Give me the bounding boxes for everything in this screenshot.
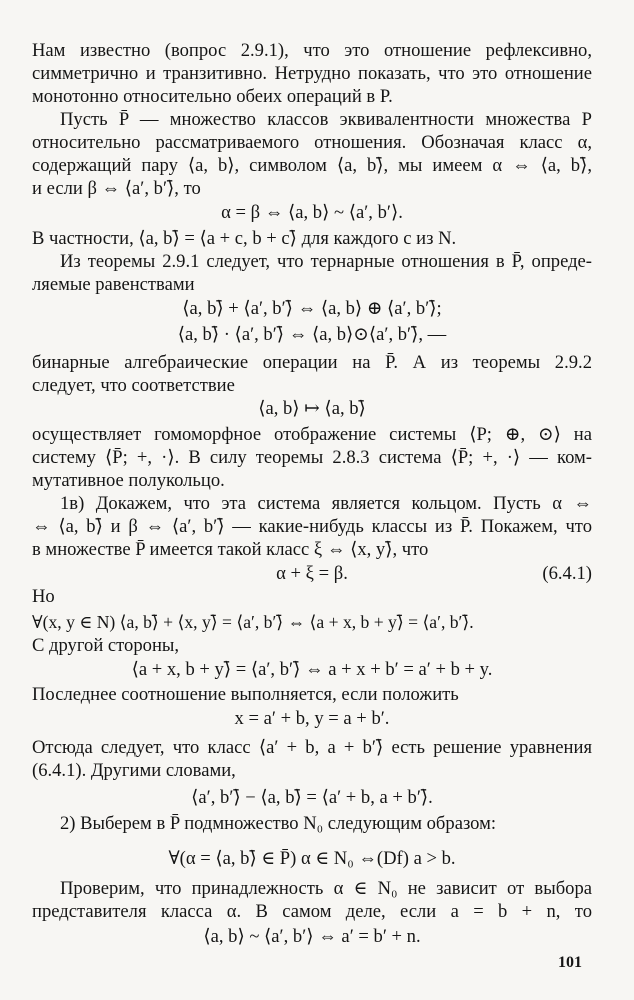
text-line: симметрично и транзитивно. Нетрудно показать, что это отношение [32, 63, 592, 84]
page-number: 101 [558, 954, 582, 971]
text-line: С другой стороны, [32, 635, 180, 656]
text-line: Пусть P̄ — множество классов эквивалентности множества P [60, 109, 592, 130]
text-line: Последнее соотношение выполняется, если положить [32, 684, 459, 705]
text-line: ⇔ ⟨a, b⟩̄ и β ⇔ ⟨a′, b′⟩̄ — какие-нибудь классы из P̄. Покажем, что [32, 516, 592, 537]
formula-text: α + ξ = β. [276, 563, 348, 584]
equation-6-4-1 [32, 563, 592, 585]
text-line: мутативное полукольцо. [32, 470, 225, 491]
formula-line: ∀(x, y ∈ N) ⟨a, b⟩̄ + ⟨x, y⟩̄ = ⟨a′, b′⟩̄ ⇔ ⟨a + x, b + y⟩̄ = ⟨a′, b′⟩̄. [32, 612, 474, 632]
text-line: следует, что соответствие [32, 375, 235, 396]
text-line: Отсюда следует, что класс ⟨a′ + b, a + b′⟩̄ есть решение уравнения [32, 737, 592, 758]
text-line: В частности, ⟨a, b⟩̄ = ⟨a + c, b + c⟩̄ для каждого c из N. [32, 228, 457, 249]
formula-line: x = a′ + b, y = a + b′. [234, 708, 390, 729]
text-line: 2) Выберем в P̄ подмножество N₀ следующим образом: [60, 813, 497, 834]
text-line: в множестве P̄ имеется такой класс ξ ⇔ ⟨x, y⟩̄, что [32, 539, 429, 560]
text-line: Из теоремы 2.9.1 следует, что тернарные отношения в P̄, опреде- [60, 251, 592, 272]
text-line: и если β ⇔ ⟨a′, b′⟩̄, то [32, 178, 201, 199]
text-line: относительно рассматриваемого отношения. Обозначая класс α, [32, 132, 592, 153]
text-line: Нам известно (вопрос 2.9.1), что это отношение рефлексивно, [32, 40, 592, 61]
formula-line: ⟨a′, b′⟩̄ − ⟨a, b⟩̄ = ⟨a′ + b, a + b′⟩̄. [191, 787, 433, 808]
text-line: систему ⟨P̄; +, ·⟩. В силу теоремы 2.8.3 система ⟨P̄; +, ·⟩ — ком- [32, 447, 592, 468]
text-line: Проверим, что принадлежность α ∈ N₀ не зависит от выбора [60, 878, 592, 899]
text-line: (6.4.1). Другими словами, [32, 760, 236, 781]
formula-line: ⟨a, b⟩ ↦ ⟨a, b⟩̄ [258, 398, 366, 419]
text-line: осуществляет гомоморфное отображение системы ⟨P; ⊕, ⊙⟩ на [32, 424, 592, 445]
text-line: Но [32, 586, 55, 607]
formula-line: ⟨a + x, b + y⟩̄ = ⟨a′, b′⟩̄ ⇔ a + x + b′ = a′ + b + y. [131, 659, 493, 680]
text-line: бинарные алгебраические операции на P̄. А из теоремы 2.9.2 [32, 352, 592, 373]
formula-line: ∀(α = ⟨a, b⟩̄ ∈ P̄) α ∈ N₀ ⇔(Df) a > b. [168, 848, 456, 869]
text-line: содержащий пару ⟨a, b⟩, символом ⟨a, b⟩̄, мы имеем α ⇔ ⟨a, b⟩̄, [32, 155, 592, 176]
equation-number: (6.4.1) [542, 563, 592, 584]
text-line: ляемые равенствами [32, 274, 195, 295]
formula-line: ⟨a, b⟩̄ · ⟨a′, b′⟩̄ ⇔ ⟨a, b⟩⊙⟨a′, b′⟩̄, — [177, 324, 447, 345]
formula-line: ⟨a, b⟩̄ + ⟨a′, b′⟩̄ ⇔ ⟨a, b⟩ ⊕ ⟨a′, b′⟩̄; [182, 298, 442, 319]
text-line: 1в) Докажем, что эта система является кольцом. Пусть α ⇔ [60, 493, 592, 514]
text-line: монотонно относительно обеих операций в P. [32, 86, 393, 107]
formula-line: ⟨a, b⟩ ~ ⟨a′, b′⟩ ⇔ a′ = b′ + n. [203, 926, 421, 947]
formula-line: α = β ⇔ ⟨a, b⟩ ~ ⟨a′, b′⟩. [221, 202, 403, 223]
text-line: представителя класса α. В самом деле, если a = b + n, то [32, 901, 592, 922]
